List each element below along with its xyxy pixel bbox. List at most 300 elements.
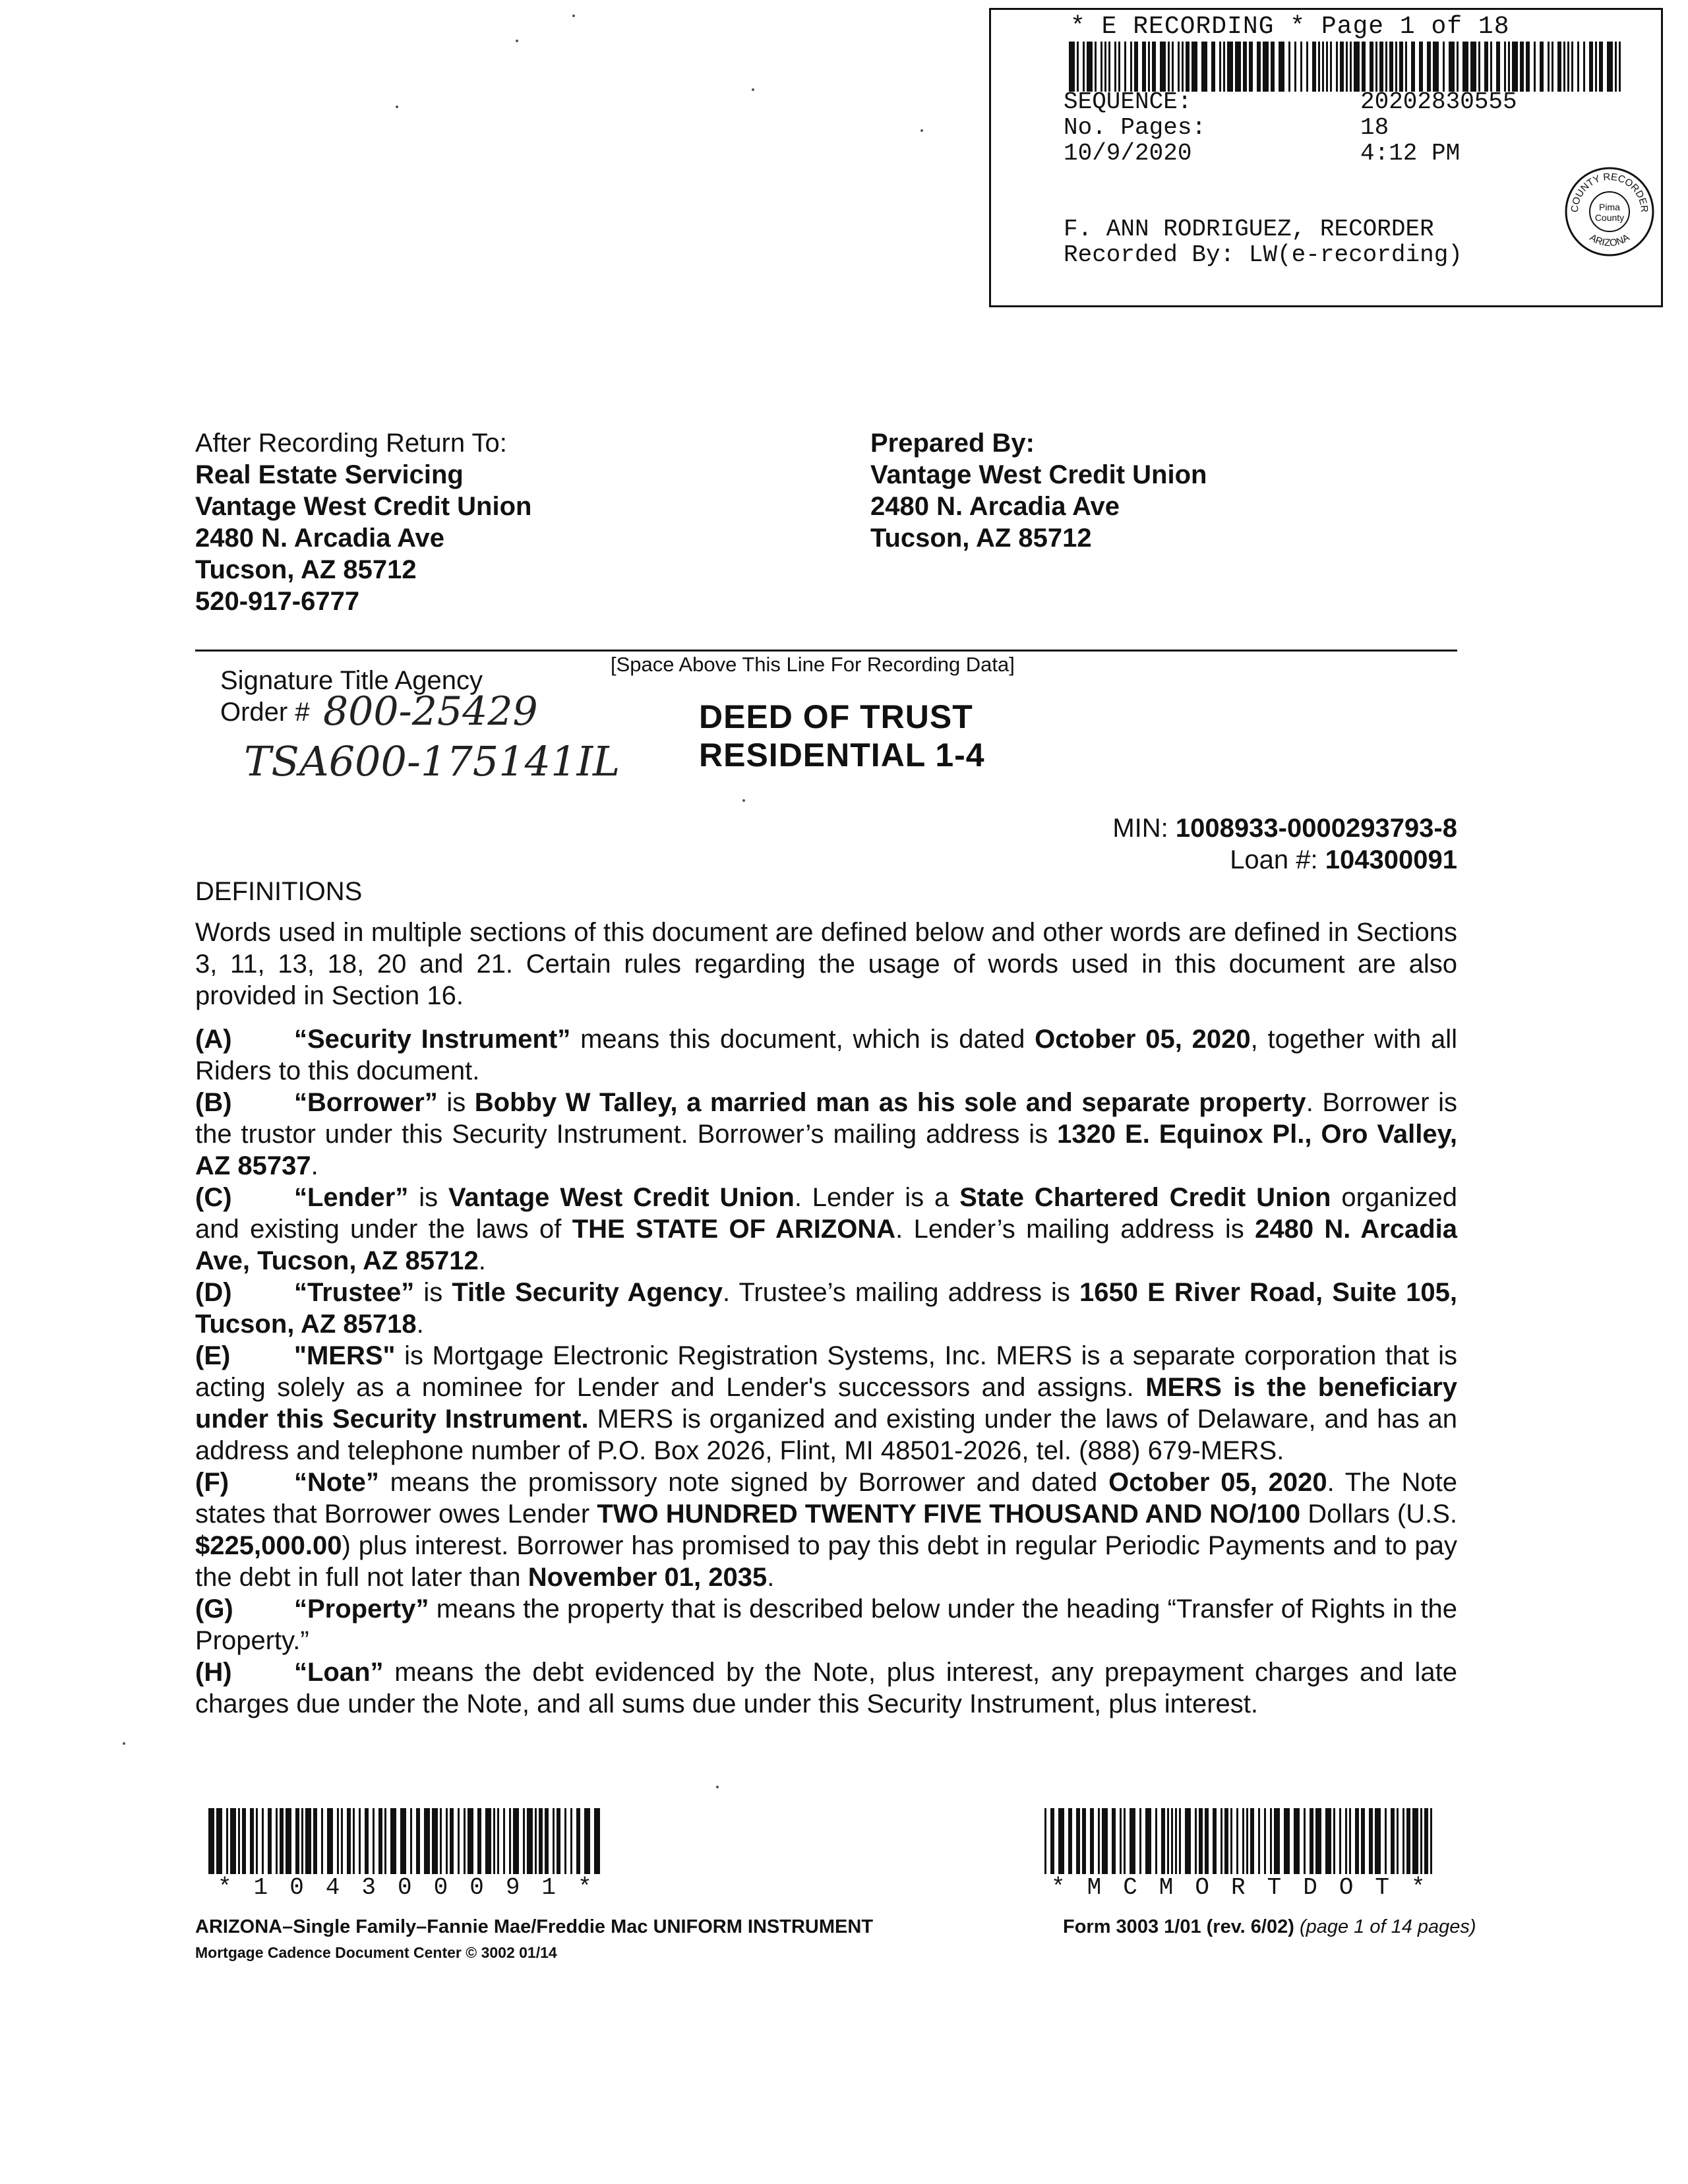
barcode-bar: [1399, 42, 1403, 92]
barcode-bar: [1563, 42, 1565, 92]
form-barcode: [1044, 1808, 1437, 1874]
barcode-bar: [1607, 42, 1613, 92]
order-label: Order #: [220, 698, 310, 727]
barcode-bar: [1114, 42, 1116, 92]
barcode-bar: [1599, 42, 1603, 92]
definition-term: “Trustee”: [294, 1278, 415, 1307]
barcode-bar: [1108, 42, 1110, 92]
barcode-bar: [1504, 42, 1506, 92]
barcode-bar: [1345, 1808, 1347, 1874]
definition-text: . Borrower is the trustor under this Security Instrument. Borrower’s mailing address is: [195, 1088, 1457, 1149]
definition-label: (C): [195, 1183, 232, 1212]
barcode-bar: [1478, 42, 1480, 92]
min-value: 1008933-0000293793-8: [1175, 814, 1457, 843]
definition-text: means the property that is described below under the heading “Transfer of Rights in the Property.”: [195, 1594, 1457, 1655]
definition-h: [195, 1656, 1457, 1720]
barcode-bar: [1284, 1808, 1290, 1874]
note-date: October 05, 2020: [1108, 1468, 1327, 1497]
barcode-bar: [1318, 42, 1320, 92]
definition-term: “Security Instrument”: [294, 1025, 571, 1054]
barcode-bar: [1385, 42, 1387, 92]
barcode-bar: [535, 1808, 537, 1874]
scan-speck: [716, 1786, 719, 1788]
barcode-bar: [1346, 42, 1348, 92]
barcode-bar: [327, 1808, 333, 1874]
definition-f: [195, 1467, 1457, 1593]
barcode-bar: [1224, 1808, 1228, 1874]
borrower-address: 1320 E. Equinox Pl., Oro Valley, AZ 85737: [195, 1120, 1457, 1180]
definition-label: (A): [195, 1025, 232, 1054]
prepared-by-line: Tucson, AZ 85712: [870, 524, 1092, 553]
barcode-bar: [1512, 42, 1518, 92]
loan-number: [1230, 845, 1457, 875]
definition-label: (E): [195, 1341, 231, 1370]
barcode-bar: [262, 1808, 264, 1874]
barcode-bar: [1310, 1808, 1313, 1874]
barcode-bar: [1077, 42, 1079, 92]
barcode-bar: [1385, 1808, 1387, 1874]
pages-label: No. Pages:: [1064, 114, 1207, 141]
agency-stamp: Signature Title Agency: [220, 666, 483, 695]
scan-speck: [920, 129, 923, 132]
barcode-bar: [305, 1808, 311, 1874]
barcode-bar: [1397, 1808, 1399, 1874]
sequence-value: 20202830555: [1360, 88, 1517, 115]
definition-text: is: [437, 1088, 475, 1117]
recording-date: 10/9/2020: [1064, 140, 1192, 167]
barcode-bar: [446, 1808, 448, 1874]
barcode-bar: [1058, 1808, 1064, 1874]
barcode-bar: [1349, 1808, 1351, 1874]
definition-label: (B): [195, 1088, 232, 1117]
loan-barcode-text: *104300091*: [218, 1874, 614, 1901]
barcode-bar: [238, 1808, 240, 1874]
loan-label: Loan #:: [1230, 845, 1318, 874]
barcode-bar: [1083, 42, 1085, 92]
barcode-bar: [1246, 1808, 1248, 1874]
barcode-bar: [1139, 1808, 1141, 1874]
definition-a: [195, 1023, 1457, 1087]
prepared-by-line: 2480 N. Arcadia Ave: [870, 492, 1120, 521]
barcode-bar: [1583, 42, 1585, 92]
barcode-bar: [1145, 1808, 1151, 1874]
barcode-bar: [378, 1808, 382, 1874]
barcode-bar: [1050, 1808, 1054, 1874]
barcode-bar: [1339, 1808, 1341, 1874]
barcode-bar: [337, 1808, 339, 1874]
lender-state: THE STATE OF ARIZONA: [572, 1215, 896, 1244]
barcode-bar: [1304, 1808, 1306, 1874]
min-label: MIN:: [1112, 814, 1168, 843]
barcode-bar: [313, 1808, 317, 1874]
barcode-bar: [513, 1808, 519, 1874]
barcode-bar: [1258, 1808, 1260, 1874]
barcode-bar: [1257, 42, 1261, 92]
barcode-bar: [1104, 42, 1106, 92]
barcode-bar: [1615, 42, 1617, 92]
barcode-bar: [1411, 42, 1415, 92]
form-description: [195, 1916, 873, 1938]
barcode-bar: [497, 1808, 499, 1874]
definition-text: Dollars (U.S.: [1300, 1500, 1458, 1529]
barcode-bar: [1325, 1808, 1331, 1874]
definition-text: . Lender’s mailing address is: [895, 1215, 1255, 1244]
barcode-bar: [1402, 1808, 1404, 1874]
barcode-bar: [1168, 42, 1170, 92]
scan-speck: [742, 799, 745, 802]
handwritten-reference: TSA600-175141IL: [244, 737, 620, 785]
definition-label: (G): [195, 1594, 233, 1623]
definition-text: .: [311, 1151, 318, 1180]
barcode-bar: [527, 1808, 533, 1874]
barcode-bar: [1430, 1808, 1432, 1874]
barcode-bar: [400, 1808, 406, 1874]
barcode-bar: [1087, 42, 1093, 92]
seal-center-2: County: [1594, 212, 1625, 223]
barcode-bar: [1249, 42, 1253, 92]
barcode-bar: [1242, 1808, 1244, 1874]
prepared-by-heading: Prepared By:: [870, 429, 1035, 458]
barcode-bar: [1205, 1808, 1209, 1874]
definition-c: [195, 1182, 1457, 1277]
recording-title: * E RECORDING * Page 1 of 18: [1070, 13, 1510, 41]
form-barcode-text: *MCMORTDOT*: [1051, 1874, 1447, 1901]
document-date: October 05, 2020: [1035, 1025, 1251, 1054]
barcode-bar: [1223, 42, 1225, 92]
svg-text:ARIZONA: [1588, 232, 1632, 249]
pages-value: 18: [1360, 114, 1389, 141]
scan-speck: [752, 88, 754, 91]
barcode-bar: [1186, 42, 1190, 92]
barcode-bar: [1185, 1808, 1191, 1874]
barcode-bar: [1354, 42, 1360, 92]
recording-barcode: [1069, 42, 1621, 92]
barcode-bar: [493, 1808, 495, 1874]
return-to-line: Real Estate Servicing: [195, 460, 464, 489]
return-to-line: 2480 N. Arcadia Ave: [195, 524, 444, 553]
barcode-bar: [1577, 42, 1579, 92]
barcode-bar: [1470, 42, 1476, 92]
barcode-bar: [584, 1808, 590, 1874]
return-to-line: 520-917-6777: [195, 587, 360, 616]
definition-d: [195, 1277, 1457, 1340]
handwritten-order-number: 800-25429: [323, 688, 538, 735]
definition-term: “Lender”: [294, 1183, 409, 1212]
barcode-bar: [1236, 1808, 1238, 1874]
barcode-bar: [464, 1808, 466, 1874]
definition-text: ) plus interest. Borrower has promised to pay this debt in regular Periodic Payments and to pay the debt in full not later than: [195, 1531, 1457, 1592]
trustee-address: 1650 E River Road, Suite 105, Tucson, AZ 85718: [195, 1278, 1457, 1339]
barcode-bar: [1082, 1808, 1086, 1874]
barcode-bar: [1361, 1808, 1365, 1874]
barcode-bar: [1264, 1808, 1266, 1874]
barcode-bar: [450, 1808, 454, 1874]
return-to-heading: After Recording Return To:: [195, 429, 507, 458]
barcode-bar: [1130, 1808, 1135, 1874]
barcode-bar: [268, 1808, 272, 1874]
barcode-bar: [1395, 42, 1397, 92]
barcode-bar: [1340, 42, 1344, 92]
recording-divider: [195, 650, 1457, 652]
definition-text: is Mortgage Electronic Registration Systems, Inc. MERS is a separate corporation that is acting solely as a nominee for Lender and Lender's successors and assigns.: [195, 1341, 1457, 1402]
maturity-date: November 01, 2035: [528, 1563, 768, 1592]
definition-text: is: [408, 1183, 449, 1212]
barcode-bar: [1211, 42, 1215, 92]
barcode-bar: [216, 1808, 222, 1874]
barcode-bar: [1322, 42, 1324, 92]
barcode-bar: [1069, 42, 1075, 92]
barcode-bar: [410, 1808, 412, 1874]
barcode-bar: [458, 1808, 460, 1874]
barcode-bar: [1427, 42, 1431, 92]
prepared-by-line: Vantage West Credit Union: [870, 460, 1207, 489]
barcode-bar: [1178, 42, 1180, 92]
mers-beneficiary: MERS is the beneficiary under this Security Instrument.: [195, 1373, 1458, 1434]
scan-speck: [572, 15, 575, 17]
definition-text: organized and existing under the laws of: [195, 1183, 1458, 1244]
barcode-bar: [1306, 42, 1308, 92]
barcode-bar: [1355, 1808, 1359, 1874]
barcode-bar: [1270, 1808, 1272, 1874]
seal-top-text: COUNTY RECORDER: [1569, 171, 1650, 213]
barcode-bar: [1406, 1808, 1410, 1874]
definition-label: (H): [195, 1658, 232, 1687]
definition-text: means this document, which is dated: [570, 1025, 1035, 1054]
recorded-by: Recorded By: LW(e-recording): [1064, 241, 1462, 268]
barcode-bar: [1221, 1808, 1222, 1874]
barcode-bar: [1098, 1808, 1100, 1874]
barcode-bar: [485, 1808, 491, 1874]
barcode-bar: [1552, 42, 1553, 92]
county-seal-icon: [1563, 166, 1656, 258]
return-to-line: Tucson, AZ 85712: [195, 555, 417, 584]
barcode-bar: [1195, 1808, 1197, 1874]
loan-barcode: [208, 1808, 604, 1874]
barcode-bar: [1112, 1808, 1116, 1874]
barcode-bar: [545, 1808, 549, 1874]
barcode-bar: [1167, 1808, 1169, 1874]
barcode-bar: [321, 1808, 323, 1874]
barcode-bar: [1619, 42, 1621, 92]
barcode-bar: [295, 1808, 299, 1874]
barcode-bar: [1100, 42, 1102, 92]
definition-term: "MERS": [294, 1341, 396, 1370]
form-state: ARIZONA: [195, 1916, 283, 1937]
barcode-bar: [301, 1808, 303, 1874]
definition-term: “Loan”: [294, 1658, 384, 1687]
barcode-bar: [280, 1808, 284, 1874]
barcode-bar: [1227, 42, 1233, 92]
barcode-bar: [1219, 42, 1221, 92]
definition-label: (F): [195, 1468, 229, 1497]
barcode-bar: [1235, 42, 1241, 92]
barcode-bar: [390, 1808, 396, 1874]
barcode-bar: [1171, 1808, 1173, 1874]
barcode-bar: [424, 1808, 430, 1874]
barcode-bar: [1124, 42, 1126, 92]
document-title: DEED OF TRUST: [699, 698, 973, 735]
barcode-bar: [359, 1808, 361, 1874]
barcode-bar: [1148, 42, 1150, 92]
barcode-bar: [1589, 42, 1593, 92]
barcode-bar: [1172, 42, 1174, 92]
barcode-bar: [276, 1808, 278, 1874]
barcode-bar: [1391, 1808, 1395, 1874]
definition-text: .: [767, 1563, 775, 1592]
recorder-name: F. ANN RODRIGUEZ, RECORDER: [1064, 216, 1434, 243]
definition-text: MERS is organized and existing under the laws of Delaware, and has an address and telephone number of P.O. Box 2026, Flint, MI 48501-2026, tel. (888) 679-MERS.: [195, 1405, 1458, 1465]
barcode-bar: [242, 1808, 246, 1874]
definition-text: .: [478, 1246, 486, 1275]
definition-text: means the debt evidenced by the Note, plus interest, any prepayment charges and late charges due under the Note, and all sums due under this Security Instrument, plus interest.: [195, 1658, 1457, 1718]
return-to-line: Vantage West Credit Union: [195, 492, 532, 521]
barcode-bar: [1250, 1808, 1254, 1874]
barcode-bar: [1457, 42, 1459, 92]
barcode-bar: [440, 1808, 442, 1874]
loan-value: 104300091: [1325, 845, 1457, 874]
document-center: Mortgage Cadence Document Center © 3002 01/14: [195, 1944, 557, 1961]
barcode-bar: [553, 1808, 555, 1874]
scan-speck: [396, 106, 398, 108]
barcode-bar: [1330, 42, 1332, 92]
loan-amount: $225,000.00: [195, 1531, 342, 1560]
barcode-bar: [1312, 42, 1316, 92]
barcode-bar: [1175, 1808, 1177, 1874]
barcode-bar: [1279, 42, 1284, 92]
definition-text: . The Note states that Borrower owes Lender: [195, 1468, 1457, 1529]
barcode-bar: [1336, 42, 1338, 92]
barcode-bar: [1288, 42, 1290, 92]
barcode-bar: [1243, 42, 1247, 92]
barcode-bar: [1213, 1808, 1217, 1874]
form-number: Form 3003 1/01 (rev. 6/02): [1063, 1916, 1294, 1937]
barcode-bar: [1090, 1808, 1094, 1874]
barcode-bar: [1379, 42, 1383, 92]
barcode-bar: [1142, 42, 1146, 92]
barcode-bar: [1424, 1808, 1428, 1874]
barcode-bar: [1315, 1808, 1321, 1874]
barcode-bar: [594, 1808, 600, 1874]
document-subtitle: RESIDENTIAL 1-4: [699, 737, 985, 774]
barcode-bar: [576, 1808, 580, 1874]
barcode-bar: [509, 1808, 511, 1874]
barcode-bar: [1540, 42, 1544, 92]
barcode-bar: [1179, 1808, 1181, 1874]
definition-text: is: [414, 1278, 452, 1307]
barcode-bar: [1443, 42, 1445, 92]
barcode-bar: [1161, 1808, 1165, 1874]
barcode-bar: [1449, 42, 1455, 92]
barcode-bar: [1274, 1808, 1280, 1874]
definition-b: [195, 1087, 1457, 1182]
sequence-label: SEQUENCE:: [1064, 88, 1192, 115]
prepared-by-block: [870, 427, 1207, 554]
form-number-line: [1063, 1916, 1476, 1938]
seal-bottom-text: ARIZONA: [1587, 231, 1632, 249]
barcode-bar: [256, 1808, 258, 1874]
barcode-bar: [1490, 42, 1492, 92]
scan-speck: [516, 40, 518, 42]
barcode-bar: [1595, 42, 1597, 92]
barcode-bar: [341, 1808, 343, 1874]
definition-g: [195, 1593, 1457, 1656]
barcode-bar: [432, 1808, 438, 1874]
return-to-block: [195, 427, 531, 617]
scan-speck: [123, 1742, 125, 1745]
barcode-bar: [353, 1808, 355, 1874]
barcode-bar: [250, 1808, 254, 1874]
barcode-bar: [226, 1808, 228, 1874]
barcode-bar: [1412, 1808, 1418, 1874]
barcode-bar: [523, 1808, 525, 1874]
barcode-bar: [1508, 42, 1510, 92]
barcode-bar: [1201, 42, 1207, 92]
barcode-bar: [1567, 42, 1569, 92]
lender-address: 2480 N. Arcadia Ave, Tucson, AZ 85712: [195, 1215, 1457, 1275]
definition-e: [195, 1340, 1457, 1467]
barcode-bar: [365, 1808, 369, 1874]
barcode-bar: [1230, 1808, 1232, 1874]
barcode-bar: [1534, 42, 1536, 92]
barcode-bar: [1068, 1808, 1072, 1874]
definition-label: (D): [195, 1278, 232, 1307]
intro-paragraph: Words used in multiple sections of this document are defined below and other words are defined in Sections 3, 11, 13, 18, 20 and 21. Certain rules regarding the usage of words used in this document are also provided in Section 16.: [195, 918, 1457, 1010]
barcode-bar: [557, 1808, 560, 1874]
barcode-bar: [1263, 42, 1269, 92]
lender-type: State Chartered Credit Union: [959, 1183, 1331, 1212]
barcode-bar: [1484, 42, 1488, 92]
barcode-bar: [208, 1808, 214, 1874]
barcode-bar: [1152, 42, 1156, 92]
definition-text: means the promissory note signed by Borrower and dated: [378, 1468, 1109, 1497]
barcode-bar: [1155, 1808, 1157, 1874]
barcode-bar: [1326, 42, 1328, 92]
barcode-bar: [1369, 1808, 1373, 1874]
barcode-bar: [1462, 42, 1468, 92]
definition-term: “Borrower”: [294, 1088, 438, 1117]
barcode-bar: [1370, 42, 1373, 92]
barcode-bar: [1375, 42, 1377, 92]
barcode-bar: [1350, 42, 1352, 92]
definition-text: .: [416, 1310, 424, 1339]
barcode-bar: [1375, 1808, 1381, 1874]
definition-term: “Note”: [294, 1468, 379, 1497]
barcode-bar: [1120, 1808, 1122, 1874]
recording-stamp-box: [989, 8, 1663, 307]
barcode-bar: [347, 1808, 351, 1874]
definitions-body: [195, 917, 1457, 1720]
barcode-bar: [1160, 42, 1166, 92]
barcode-bar: [1362, 42, 1366, 92]
barcode-bar: [1548, 42, 1550, 92]
barcode-bar: [503, 1808, 505, 1874]
barcode-bar: [384, 1808, 386, 1874]
barcode-bar: [564, 1808, 566, 1874]
page-info: (page 1 of 14 pages): [1299, 1916, 1476, 1937]
recording-time: 4:12 PM: [1360, 140, 1461, 167]
barcode-bar: [1405, 42, 1407, 92]
barcode-bar: [1419, 42, 1423, 92]
barcode-bar: [570, 1808, 572, 1874]
barcode-bar: [1557, 42, 1561, 92]
barcode-bar: [1118, 42, 1120, 92]
barcode-bar: [1271, 42, 1275, 92]
barcode-bar: [1182, 42, 1184, 92]
barcode-bar: [1571, 42, 1573, 92]
barcode-bar: [1191, 42, 1197, 92]
barcode-bar: [539, 1808, 543, 1874]
barcode-bar: [1294, 1808, 1300, 1874]
